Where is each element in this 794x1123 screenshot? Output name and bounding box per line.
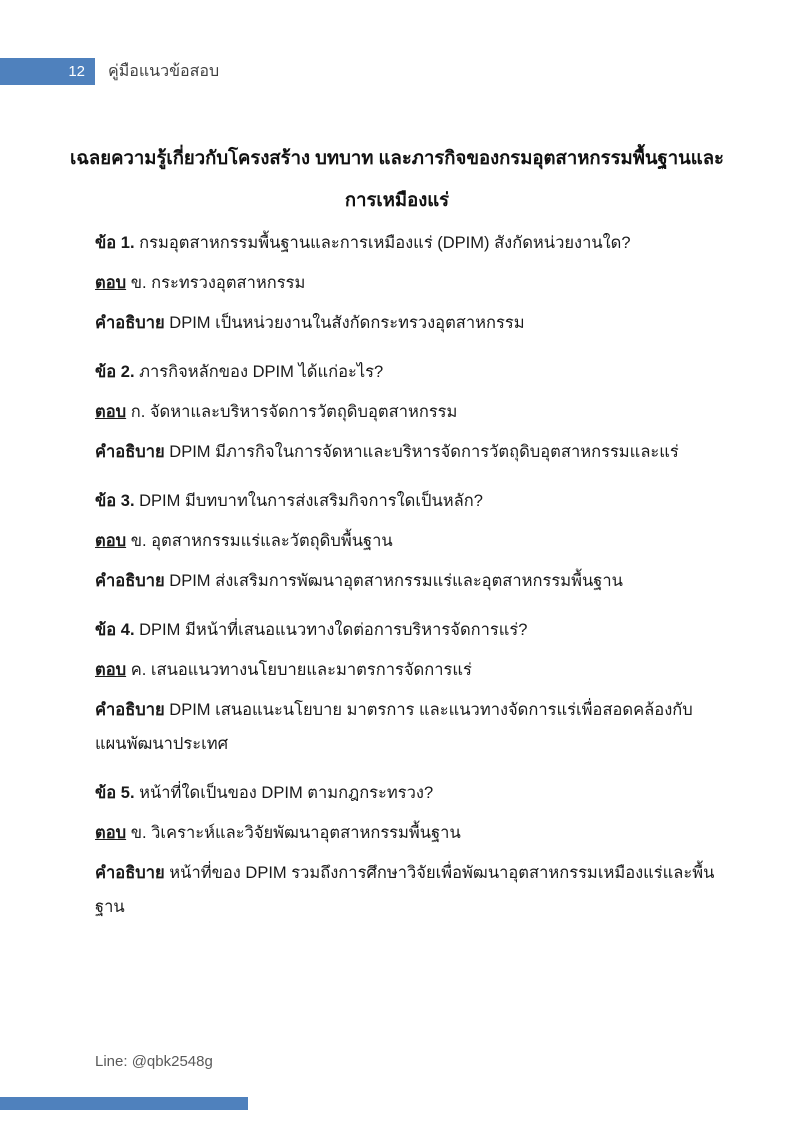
- explanation-line: [95, 564, 723, 598]
- question-block-2: [95, 355, 723, 469]
- explanation-label: คำอธิบาย: [95, 701, 165, 719]
- answer-text: ข. กระทรวงอุตสาหกรรม: [130, 274, 306, 292]
- question-number-label: ข้อ 1.: [95, 234, 135, 252]
- line-contact: Line: @qbk2548g: [95, 1053, 213, 1070]
- question-text: DPIM มีหน้าที่เสนอแนวทางใดต่อการบริหารจัดการแร่?: [139, 621, 528, 639]
- question-line: [95, 226, 723, 260]
- explanation-label: คำอธิบาย: [95, 572, 165, 590]
- question-text: ภารกิจหลักของ DPIM ได้แก่อะไร?: [139, 363, 384, 381]
- explanation-line: [95, 306, 723, 340]
- question-block-4: [95, 613, 723, 761]
- qa-content: [95, 226, 723, 939]
- question-block-3: [95, 484, 723, 598]
- question-text: กรมอุตสาหกรรมพื้นฐานและการเหมืองแร่ (DPIM) สังกัดหน่วยงานใด?: [139, 234, 631, 252]
- answer-text: ก. จัดหาและบริหารจัดการวัตถุดิบอุตสาหกรรม: [130, 403, 458, 421]
- page-number-bar: [0, 58, 95, 85]
- answer-text: ข. วิเคราะห์และวิจัยพัฒนาอุตสาหกรรมพื้นฐาน: [130, 824, 461, 842]
- question-text: DPIM มีบทบาทในการส่งเสริมกิจการใดเป็นหลัก?: [139, 492, 483, 510]
- answer-line: [95, 524, 723, 558]
- explanation-text: หน้าที่ของ DPIM รวมถึงการศึกษาวิจัยเพื่อพัฒนาอุตสาหกรรมเหมืองแร่และพื้นฐาน: [95, 864, 715, 916]
- answer-line: [95, 653, 723, 687]
- header-title: คู่มือแนวข้อสอบ: [108, 63, 220, 80]
- question-number-label: ข้อ 4.: [95, 621, 135, 639]
- question-block-1: [95, 226, 723, 340]
- answer-line: [95, 816, 723, 850]
- answer-text: ข. อุตสาหกรรมแร่และวัตถุดิบพื้นฐาน: [130, 532, 393, 550]
- document-title-line2: การเหมืองแร่: [344, 189, 450, 210]
- question-number-label: ข้อ 5.: [95, 784, 135, 802]
- page-number: 12: [68, 63, 85, 80]
- explanation-text: DPIM เป็นหน่วยงานในสังกัดกระทรวงอุตสาหกรรม: [169, 314, 525, 332]
- footer-accent-bar: [0, 1097, 248, 1110]
- answer-line: [95, 395, 723, 429]
- answer-label: ตอบ: [95, 824, 127, 842]
- explanation-line: [95, 856, 723, 924]
- explanation-label: คำอธิบาย: [95, 314, 165, 332]
- question-number-label: ข้อ 2.: [95, 363, 135, 381]
- question-line: [95, 776, 723, 810]
- explanation-text: DPIM มีภารกิจในการจัดหาและบริหารจัดการวัตถุดิบอุตสาหกรรมและแร่: [169, 443, 679, 461]
- question-line: [95, 613, 723, 647]
- answer-label: ตอบ: [95, 661, 127, 679]
- answer-label: ตอบ: [95, 532, 127, 550]
- explanation-line: [95, 693, 723, 761]
- answer-line: [95, 266, 723, 300]
- question-text: หน้าที่ใดเป็นของ DPIM ตามกฎกระทรวง?: [139, 784, 434, 802]
- document-title: [40, 137, 754, 221]
- explanation-line: [95, 435, 723, 469]
- question-block-5: [95, 776, 723, 924]
- explanation-label: คำอธิบาย: [95, 443, 165, 461]
- question-line: [95, 484, 723, 518]
- answer-text: ค. เสนอแนวทางนโยบายและมาตรการจัดการแร่: [130, 661, 472, 679]
- explanation-text: DPIM เสนอแนะนโยบาย มาตรการ และแนวทางจัดการแร่เพื่อสอดคล้องกับแผนพัฒนาประเทศ: [95, 701, 693, 753]
- explanation-label: คำอธิบาย: [95, 864, 165, 882]
- answer-label: ตอบ: [95, 403, 127, 421]
- answer-label: ตอบ: [95, 274, 127, 292]
- explanation-text: DPIM ส่งเสริมการพัฒนาอุตสาหกรรมแร่และอุตสาหกรรมพื้นฐาน: [169, 572, 623, 590]
- question-line: [95, 355, 723, 389]
- document-title-line1: เฉลยความรู้เกี่ยวกับโครงสร้าง บทบาท และภารกิจของกรมอุตสาหกรรมพื้นฐานและ: [70, 147, 724, 168]
- question-number-label: ข้อ 3.: [95, 492, 135, 510]
